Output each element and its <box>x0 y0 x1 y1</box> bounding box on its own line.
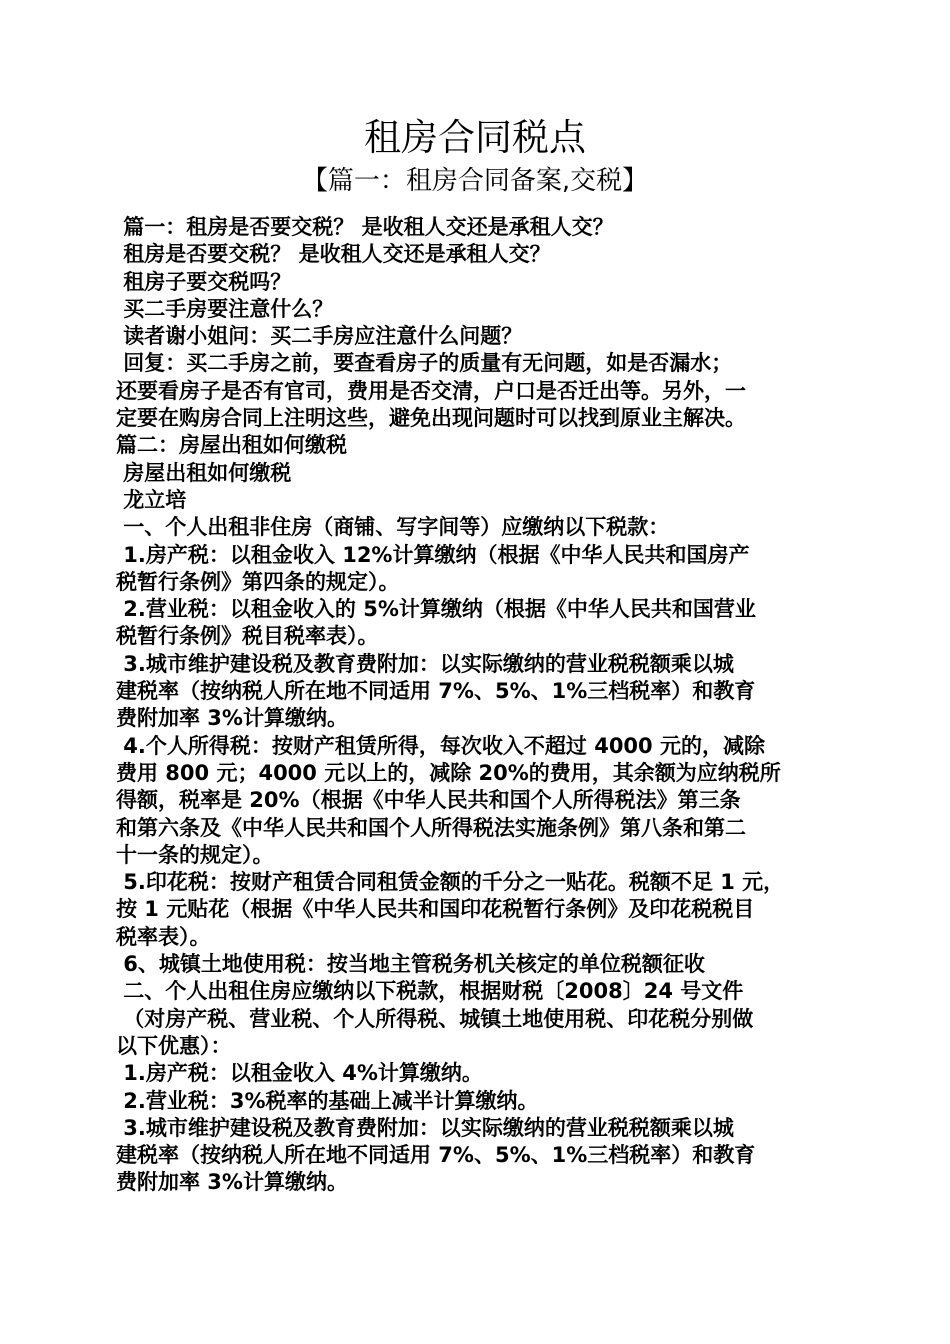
body-line: 费附加率 3%计算缴纳。 <box>116 706 348 731</box>
body-line: 十一条的规定）。 <box>116 842 274 867</box>
body-line: 买二手房要注意什么？ <box>116 296 334 321</box>
body-line: 2.营业税：以租金收入的 5%计算缴纳（根据《中华人民共和国营业 <box>116 597 756 622</box>
body-line: 建税率（按纳税人所在地不同适用 7%、5%、1%三档税率）和教育 <box>116 679 756 704</box>
author-line: 龙立培 <box>116 487 187 512</box>
body-line: 房屋出租如何缴税 <box>116 460 292 485</box>
body-line: 5.印花税：按财产租赁合同租赁金额的千分之一贴花。税额不足 1 元， <box>116 870 785 895</box>
document-title: 租房合同税点 <box>364 116 586 159</box>
body-line: 以下优惠）： <box>116 1033 232 1058</box>
body-line: 建税率（按纳税人所在地不同适用 7%、5%、1%三档税率）和教育 <box>116 1143 756 1168</box>
document-body <box>116 214 838 1197</box>
body-line: 读者谢小姐问：买二手房应注意什么问题？ <box>116 324 523 349</box>
body-line: 租房是否要交税？ 是收租人交还是承租人交？ <box>116 242 551 267</box>
body-line: 还要看房子是否有官司，费用是否交清，户口是否迁出等。另外，一 <box>116 378 746 403</box>
document-subtitle: 【篇一：租房合同备案,交税】 <box>301 166 649 196</box>
body-line: 4.个人所得税：按财产租赁所得，每次收入不超过 4000 元的，减除 <box>116 733 765 758</box>
body-line: 和第六条及《中华人民共和国个人所得税法实施条例》第八条和第二 <box>116 815 746 840</box>
body-line: 得额，税率是 20%（根据《中华人民共和国个人所得税法》第三条 <box>116 788 741 813</box>
body-line: 税率表）。 <box>116 924 211 949</box>
body-line: 定要在购房合同上注明这些，避免出现问题时可以找到原业主解决。 <box>116 406 746 431</box>
body-line: 税暂行条例》第四条的规定）。 <box>116 569 400 594</box>
body-line: 租房子要交税吗？ <box>116 269 292 294</box>
body-line: 一、个人出租非住房（商铺、写字间等）应缴纳以下税款： <box>116 515 670 540</box>
body-line: 税暂行条例》税目税率表）。 <box>116 624 379 649</box>
body-line: 1.房产税：以租金收入 12%计算缴纳（根据《中华人民共和国房产 <box>116 542 750 567</box>
body-line: 3.城市维护建设税及教育费附加：以实际缴纳的营业税税额乘以城 <box>116 651 734 676</box>
body-line: 6、城镇土地使用税：按当地主管税务机关核定的单位税额征收 <box>116 952 705 977</box>
body-line: 1.房产税：以租金收入 4%计算缴纳。 <box>116 1061 483 1086</box>
body-line: 二、个人出租住房应缴纳以下税款，根据财税〔2008〕24 号文件 <box>116 979 744 1004</box>
body-line: 回复：买二手房之前，要查看房子的质量有无问题，如是否漏水； <box>116 351 733 376</box>
body-line: 按 1 元贴花（根据《中华人民共和国印花税暂行条例》及印花税税目 <box>116 897 755 922</box>
section-heading: 篇二：房屋出租如何缴税 <box>116 433 347 458</box>
body-line: 2.营业税：3%税率的基础上减半计算缴纳。 <box>116 1088 539 1113</box>
body-line: 篇一：租房是否要交税？ 是收租人交还是承租人交？ <box>116 215 614 239</box>
body-line: （对房产税、营业税、个人所得税、城镇土地使用税、印花税分别做 <box>116 1006 754 1031</box>
body-line: 费附加率 3%计算缴纳。 <box>116 1170 348 1195</box>
body-line: 3.城市维护建设税及教育费附加：以实际缴纳的营业税税额乘以城 <box>116 1115 734 1140</box>
body-line: 费用 800 元；4000 元以上的，减除 20%的费用，其余额为应纳税所 <box>116 760 781 785</box>
